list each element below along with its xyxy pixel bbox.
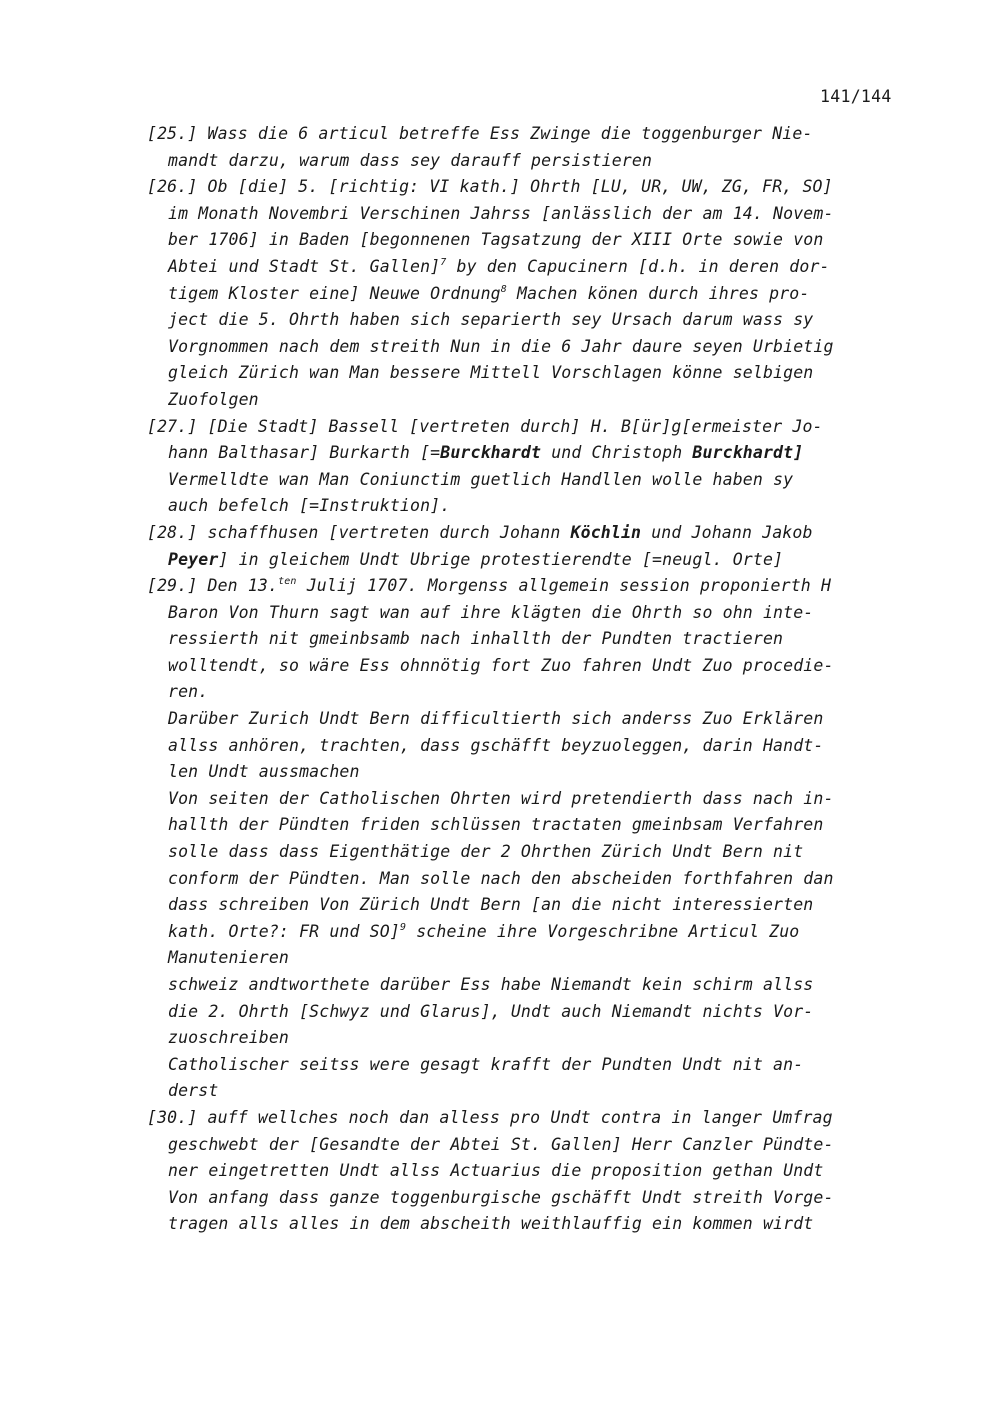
text-span: und Christoph	[541, 443, 693, 463]
text-span: Julij 1707. Morgenss allgemein session proponierth H	[296, 576, 832, 596]
paragraph-29-line: die 2. Ohrth [Schwyz und Glarus], Undt auch Niemandt nichts Vor-	[168, 1001, 814, 1021]
paragraph-30-line: ner eingetretten Undt allss Actuarius die proposition gethan Undt	[168, 1161, 824, 1181]
paragraph-29-line: len Undt aussmachen	[168, 762, 360, 782]
paragraph-29-line	[147, 919, 917, 946]
paragraph-29-line: derst	[168, 1081, 219, 1101]
superscript-ten: ten	[278, 576, 297, 588]
paragraph-26-line: ject die 5. Ohrth haben sich separierth sey Ursach darum wass sy	[168, 310, 814, 330]
paragraph-29-line: Von seiten der Catholischen Ohrten wird pretendierth dass nach in-	[168, 788, 834, 808]
text-span: [28.] schaffhusen [vertreten durch Johann	[147, 522, 571, 542]
paragraph-26-line: Vorgnommen nach dem streith Nun in die 6 Jahr daure seyen Urbietig	[168, 336, 834, 356]
paragraph-29-line: hallth der Pündten friden schlüssen tractaten gmeinbsam Verfahren	[168, 815, 824, 835]
bold-name: Burckhardt]	[692, 443, 804, 463]
footnote-ref-8: 8	[500, 283, 507, 295]
paragraph-29-line: zuoschreiben	[168, 1028, 290, 1048]
bold-name: Peyer	[168, 549, 219, 569]
text-span: hann Balthasar] Burkarth [=	[168, 443, 441, 463]
paragraph-30-line: tragen alls alles in dem abscheith weithlauffig ein kommen wirdt	[168, 1214, 814, 1234]
paragraph-26-line: [26.] Ob [die] 5. [richtig: VI kath.] Ohrth [LU, UR, UW, ZG, FR, SO]	[147, 177, 833, 197]
paragraph-28-line	[147, 547, 917, 574]
paragraph-26-line: ber 1706] in Baden [begonnenen Tagsatzung der XIII Orte sowie von	[168, 230, 824, 250]
document-body	[147, 121, 917, 1238]
bold-name: Köchlin	[570, 522, 642, 542]
paragraph-29-line: wolltendt, so wäre Ess ohnnötig fort Zuo fahren Undt Zuo procedie-	[168, 655, 834, 675]
paragraph-29-line: ressierth nit gmeinbsamb nach inhallth der Pundten tractieren	[168, 629, 784, 649]
text-span: Abtei und Stadt St. Gallen]	[168, 256, 441, 276]
text-span: tigem Kloster eine] Neuwe Ordnung	[168, 283, 501, 303]
paragraph-29-line	[147, 573, 917, 600]
paragraph-29-line: dass schreiben Von Zürich Undt Bern [an die nicht interessierten	[168, 895, 814, 915]
paragraph-29-line: solle dass dass Eigenthätige der 2 Ohrthen Zürich Undt Bern nit	[168, 842, 804, 862]
paragraph-27-line: Vermelldte wan Man Coniunctim guetlich Handllen wolle haben sy	[168, 469, 794, 489]
text-span: by den Capucinern [d.h. in deren dor-	[446, 256, 830, 276]
paragraph-29-line: ren.	[168, 682, 209, 702]
paragraph-26-line: Zuofolgen	[168, 389, 259, 409]
paragraph-28-line	[147, 520, 917, 547]
footnote-ref-7: 7	[440, 256, 447, 268]
text-span: kath. Orte?: FR und SO]	[168, 921, 400, 941]
footnote-ref-9: 9	[399, 921, 407, 933]
text-span: und Johann Jakob	[641, 522, 813, 542]
page-number: 141/144	[820, 87, 892, 106]
paragraph-30-line: geschwebt der [Gesandte der Abtei St. Gallen] Herr Canzler Pündte-	[168, 1134, 834, 1154]
paragraph-29-line: allss anhören, trachten, dass gschäfft beyzuoleggen, darin Handt-	[168, 735, 824, 755]
text-span: ] in gleichem Undt Ubrige protestierendte [=neugl. Orte]	[218, 549, 784, 569]
paragraph-27-line: auch befelch [=Instruktion].	[168, 496, 451, 516]
text-span: scheine ihre Vorgeschribne Articul Zuo	[406, 921, 800, 941]
paragraph-29-line: conform der Pündten. Man solle nach den abscheiden forthfahren dan	[168, 868, 834, 888]
paragraph-25-line: [25.] Wass die 6 articul betreffe Ess Zwinge die toggenburger Nie-	[147, 124, 813, 143]
text-span: Machen könen durch ihres pro-	[506, 283, 810, 303]
paragraph-29-line: Darüber Zurich Undt Bern difficultierth sich anderss Zuo Erklären	[168, 709, 824, 729]
paragraph-27-line	[147, 440, 917, 467]
paragraph-25-line: mandt darzu, warum dass sey darauff persistieren	[168, 150, 653, 170]
paragraph-26-line: im Monath Novembri Verschinen Jahrss [anlässlich der am 14. Novem-	[168, 203, 834, 223]
paragraph-30-line: Von anfang dass ganze toggenburgische gschäfft Undt streith Vorge-	[168, 1187, 834, 1207]
paragraph-26-line	[147, 254, 917, 281]
paragraph-29-line: Manutenieren	[168, 948, 290, 968]
paragraph-27-line: [27.] [Die Stadt] Bassell [vertreten durch] H. B[ür]g[ermeister Jo-	[147, 416, 823, 436]
paragraph-29-line: Catholischer seitss were gesagt krafft der Pundten Undt nit an-	[168, 1054, 804, 1074]
paragraph-29-line: Baron Von Thurn sagt wan auf ihre klägten die Ohrth so ohn inte-	[168, 602, 814, 622]
text-span: [29.] Den 13.	[147, 576, 279, 596]
bold-name: Burckhardt	[440, 443, 542, 463]
paragraph-26-line: gleich Zürich wan Man bessere Mittell Vorschlagen könne selbigen	[168, 363, 814, 383]
paragraph-29-line: schweiz andtworthete darüber Ess habe Niemandt kein schirm allss	[168, 975, 814, 994]
paragraph-26-line	[147, 281, 917, 308]
paragraph-30-line: [30.] auff wellches noch dan alless pro Undt contra in langer Umfrag	[147, 1107, 833, 1127]
